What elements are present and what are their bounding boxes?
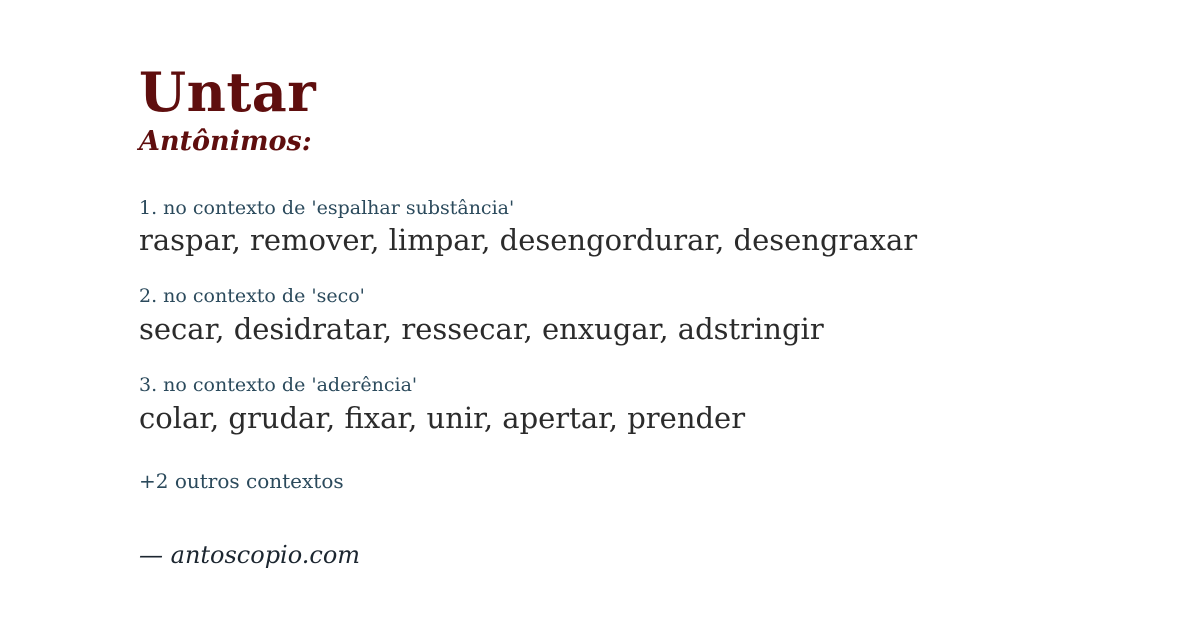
site-attribution: — antoscopio.com bbox=[139, 540, 361, 569]
contexts-list bbox=[139, 197, 1140, 438]
context-label: 2. no contexto de 'seco' bbox=[139, 285, 365, 308]
context-label: 3. no contexto de 'aderência' bbox=[139, 374, 418, 397]
context-section bbox=[139, 197, 1140, 261]
more-contexts-link[interactable]: +2 outros contextos bbox=[139, 468, 344, 493]
context-section bbox=[139, 285, 1140, 349]
antonyms-text: colar, grudar, fixar, unir, apertar, prender bbox=[139, 400, 746, 435]
antonyms-heading: Antônimos: bbox=[139, 125, 312, 157]
word-title: Untar bbox=[139, 60, 317, 124]
context-label: 1. no contexto de 'espalhar substância' bbox=[139, 196, 515, 219]
antonyms-text: secar, desidratar, ressecar, enxugar, adstringir bbox=[139, 312, 824, 347]
context-section bbox=[139, 374, 1140, 438]
antonyms-text: raspar, remover, limpar, desengordurar, desengraxar bbox=[139, 223, 918, 258]
